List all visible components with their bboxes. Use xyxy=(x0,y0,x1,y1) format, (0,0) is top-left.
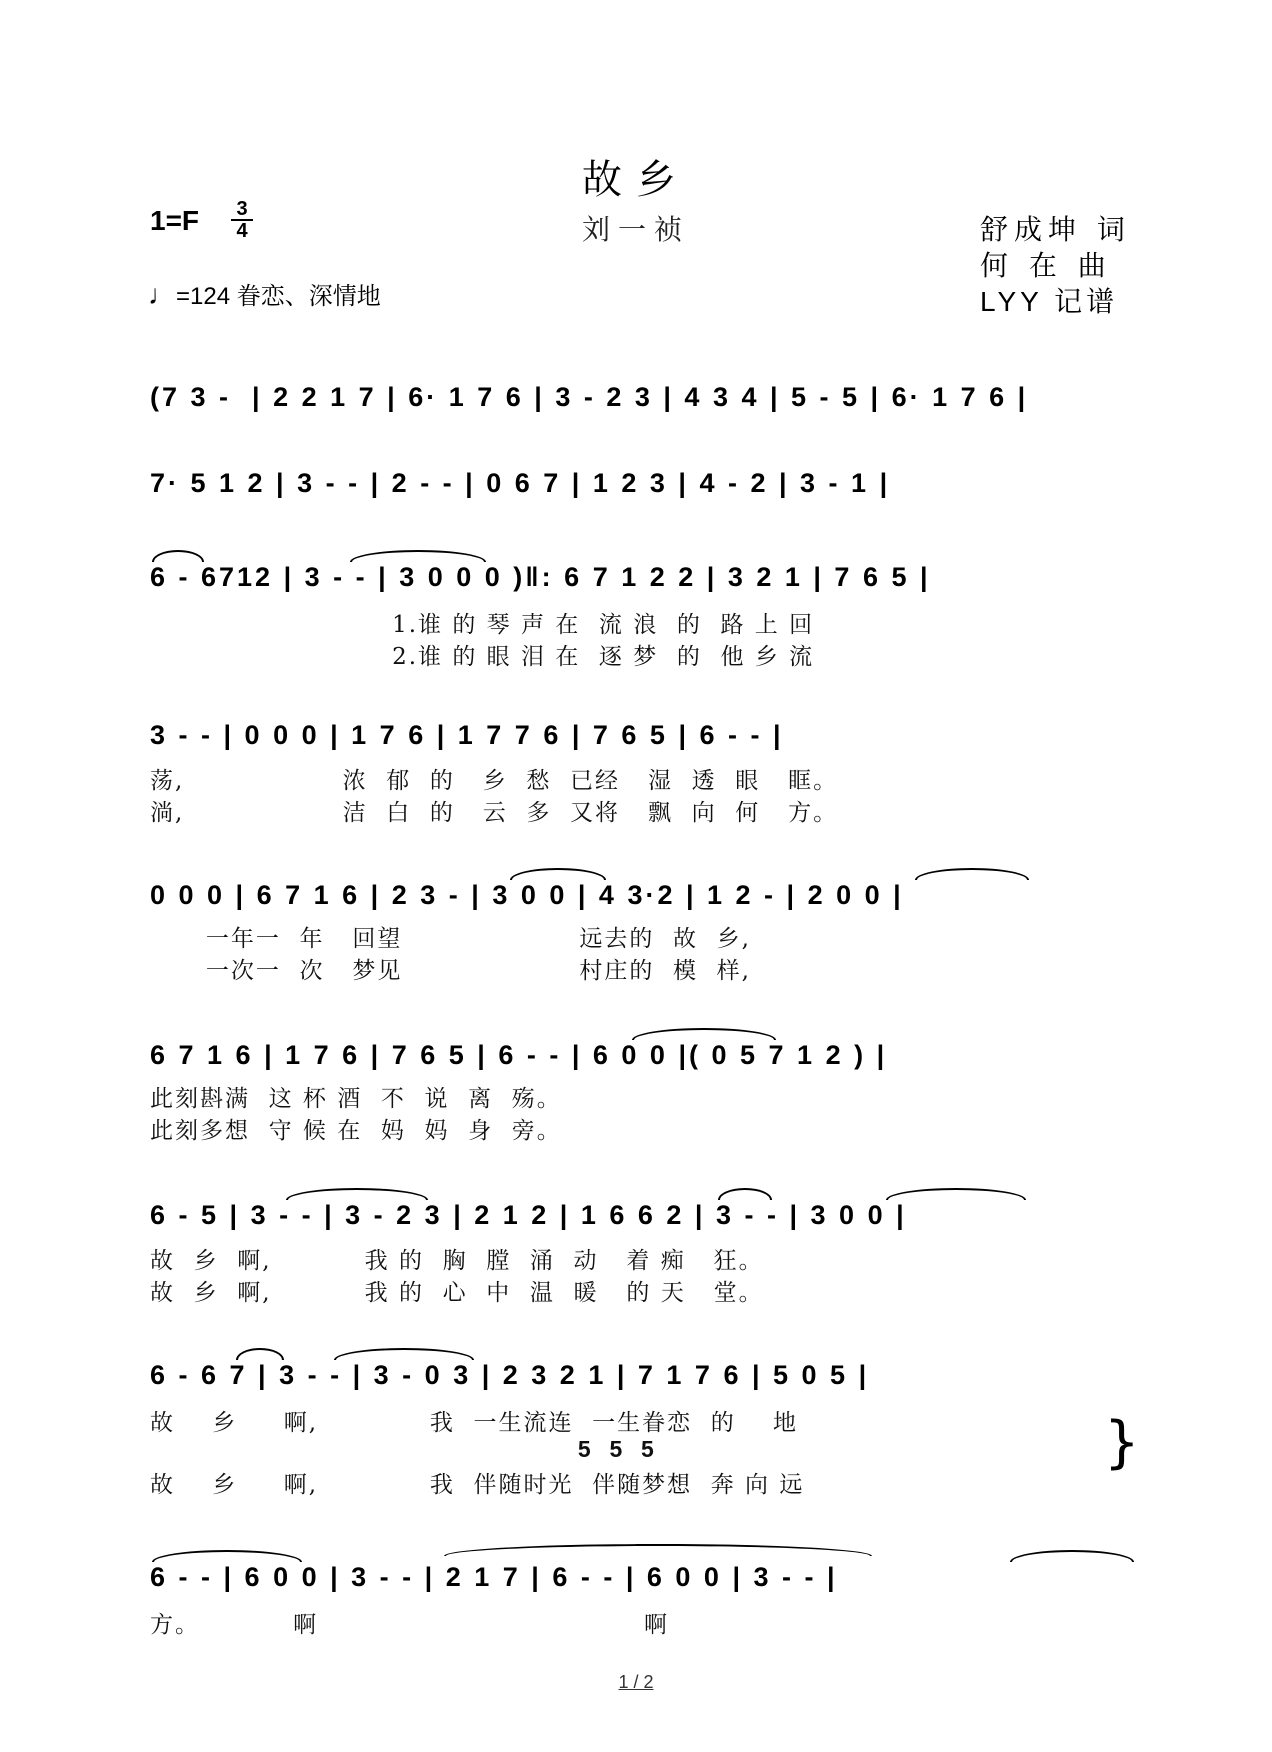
notation-line: 7· 5 1 2 | 3 - - | 2 - - | 0 6 7 | 1 2 3 | 4 - 2 | 3 - 1 | xyxy=(150,468,891,498)
lyric-verse-2: 淌, 洁 白 的 云 多 又将 飘 向 何 方。 xyxy=(150,800,839,826)
lyric-verse-1: 1.谁 的 琴 声 在 流 浪 的 路 上 回 xyxy=(150,612,815,638)
time-signature-bottom: 4 xyxy=(236,220,248,242)
lyric-verse-1: 一年一 年 回望 远去的 故 乡, xyxy=(150,926,751,952)
slur xyxy=(286,1188,428,1200)
slur xyxy=(718,1188,772,1200)
composer-credit: 何 在 曲 xyxy=(980,249,1112,282)
brace-icon: } xyxy=(1104,1410,1140,1475)
slur xyxy=(915,868,1029,880)
page-number-text: 1 / 2 xyxy=(618,1672,654,1692)
singer: 刘一祯 xyxy=(581,213,690,246)
lyric-verse-2: 故 乡 啊, 我 伴随时光 伴随梦想 奔 向 远 xyxy=(150,1472,805,1498)
slur xyxy=(236,1348,284,1360)
lyric-verse-2: 此刻多想 守 候 在 妈 妈 身 旁。 xyxy=(150,1118,562,1144)
tempo-text: =124 眷恋、深情地 xyxy=(176,283,381,310)
slur xyxy=(334,1348,474,1360)
tempo-marking xyxy=(148,276,381,311)
transcriber-credit: LYY 记谱 xyxy=(980,286,1119,317)
key-signature: 1=F xyxy=(150,205,200,236)
lyric-verse-2: 2.谁 的 眼 泪 在 逐 梦 的 他 乡 流 xyxy=(150,644,815,670)
slur xyxy=(510,868,606,880)
notation-line: 6 - 5 | 3 - - | 3 - 2 3 | 2 1 2 | 1 6 6 2 | 3 - - | 3 0 0 | xyxy=(150,1200,907,1230)
lyric-verse-1: 方。 啊 啊 xyxy=(150,1612,669,1638)
slur xyxy=(152,550,204,562)
notation-line: (7 3 - | 2 2 1 7 | 6· 1 7 6 | 3 - 2 3 | 4 3 4 | 5 - 5 | 6· 1 7 6 | xyxy=(150,382,1029,412)
notation-line: 6 7 1 6 | 1 7 6 | 7 6 5 | 6 - - | 6 0 0 |( 0 5 7 1 2 ) | xyxy=(150,1040,888,1070)
lyric-verse-1: 故 乡 啊, 我 的 胸 膛 涌 动 着 痴 狂。 xyxy=(150,1248,764,1274)
alt-notes-line: 5 5 5 xyxy=(150,1436,656,1462)
notation-line: 6 - 6 7 | 3 - - | 3 - 0 3 | 2 3 2 1 | 7 1 7 6 | 5 0 5 | xyxy=(150,1360,870,1390)
song-title: 故乡 xyxy=(582,157,690,203)
slur xyxy=(1010,1550,1134,1562)
time-signature-top: 3 xyxy=(236,198,248,220)
slur xyxy=(886,1188,1026,1200)
page-number xyxy=(0,1672,1272,1693)
notation-line: 6 - - | 6 0 0 | 3 - - | 2 1 7 | 6 - - | 6 0 0 | 3 - - | xyxy=(150,1562,838,1592)
slur xyxy=(632,1028,776,1040)
lyric-verse-2: 一次一 次 梦见 村庄的 模 样, xyxy=(150,958,751,984)
notation-line: 6 - 6712 | 3 - - | 3 0 0 0 )‖: 6 7 1 2 2 | 3 2 1 | 7 6 5 | xyxy=(150,562,931,592)
lyric-verse-1: 此刻斟满 这 杯 酒 不 说 离 殇。 xyxy=(150,1086,562,1112)
lyric-verse-2: 故 乡 啊, 我 的 心 中 温 暖 的 天 堂。 xyxy=(150,1280,764,1306)
slur xyxy=(152,1550,302,1562)
slur xyxy=(350,550,486,562)
notation-line: 0 0 0 | 6 7 1 6 | 2 3 - | 3 0 0 | 4 3·2 | 1 2 - | 2 0 0 | xyxy=(150,880,904,910)
lyricist-credit: 舒成坤 词 xyxy=(980,213,1131,246)
slur xyxy=(444,1544,872,1556)
lyric-verse-1: 荡, 浓 郁 的 乡 愁 已经 湿 透 眼 眶。 xyxy=(150,768,839,794)
quarter-note-icon: ♩ xyxy=(148,279,176,310)
lyric-verse-1: 故 乡 啊, 我 一生流连 一生眷恋 的 地 xyxy=(150,1410,798,1436)
notation-line: 3 - - | 0 0 0 | 1 7 6 | 1 7 7 6 | 7 6 5 | 6 - - | xyxy=(150,720,784,750)
